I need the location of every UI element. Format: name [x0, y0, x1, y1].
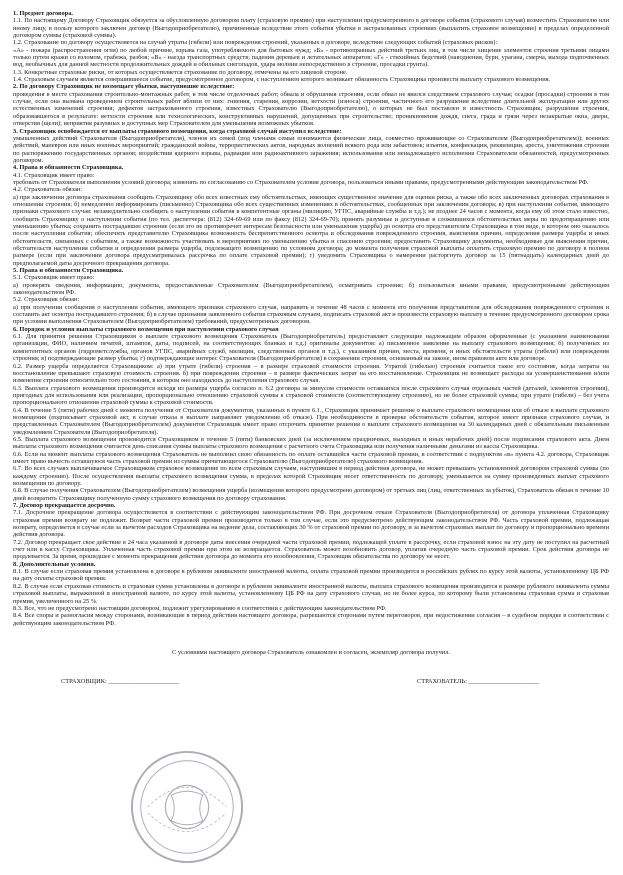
paragraph: 8.3. Все, что не предусмотрено настоящим договором, подлежит урегулированию в соответствии с действующим законодательством РФ. — [13, 604, 387, 612]
paragraph: 6.6. Если на момент выплаты страхового возмещения Страхователь не выполнил свою обязанность по оплате оставшейся части страховой премии, в соответствии с подпунктом «в» пункта 4.2. договора, Страховщик имеет право вычесть оставшуюся часть страховой премии из суммы причитающегося Страхователю (Выгодоприобретателю) страхового возмещения. — [13, 450, 609, 465]
paragraph: а) проверять сведения, информацию, документы, предоставленные Страхователем (Выгодоприобретателем), осматривать строение; б) пользоваться иными правами, предусмотренными действующим законодательством РФ. — [13, 281, 609, 297]
signature-block — [13, 670, 609, 700]
paragraph: требовать от Страхователя выполнения условий договора; изменять по согласованию со Страхователем условия договора, пользоваться иными правами, предусмотренными действующим законодательством РФ. — [13, 178, 589, 186]
section-heading: 7. Договор прекращается досрочно. — [13, 502, 116, 510]
paragraph: 7.2. Договор прекращает свое действие в 24 часа указанной в договоре даты внесения очередной части страховой премии, подлежащей уплате в рассрочку, если страховой взнос на эту дату не поступил на расчетный счет или в кассу Страховщика. Уплаченная часть страховой премии при этом не возвращается. Страхователь может возобновить договор, уплатив очередную часть страховой премии. Срок действия договора не продлевается. За время, прошедшее с момента прекращения действия договора до момента его возобновления, Страховщик обязательства по договору не несет. — [13, 538, 609, 561]
policyholder-signature-label: СТРАХОВАТЕЛЬ: ______________________ — [417, 678, 539, 686]
section-heading: 5. Права и обязанности Страховщика. — [13, 267, 124, 275]
section-heading: 1. Предмет договора. — [13, 10, 73, 17]
paragraph: 8.1. В случае если страховая премия установлена в договоре в рублевом эквиваленте иностранной валюты, оплата страховой премии производится в российских рублях по курсу этой валюты, установленному ЦБ РФ на дату оплаты страховой премии. — [13, 568, 609, 583]
paragraph: 6.4. В течение 5 (пяти) рабочих дней с момента получения от Страхователя документов, указанных в пункте 6.1., Страховщик принимает решение о выплате страхового возмещения или об отказе в выплате страхового возмещения (подписывает страховой акт, в случае отказа в выплате направляет уведомление об отказе). При необходимости в проверке обстоятельств события, которое имеет признаки страхового случая, и представленных Страхователем (Выгодоприобретателем) документов Страховщик имеет право отсрочить принятие решения о выплате страхового возмещения на 30 календарных дней с обязательным письменным уведомлением Страхователя (Выгодоприобретателя). — [13, 406, 609, 436]
paragraph: 6.7. Во всех случаях выплачиваемое Страховщиком страховое возмещение по всем страховым случаям, наступившим в период действия договора, не может превышать установленной договором страховой суммы (по каждому строению). После осуществления выплаты страхового возмещения сумма, в пределах которой Страховщик несет ответственность по договору, уменьшается на сумму произведенных выплат страхового возмещения по договору. — [13, 465, 609, 487]
acknowledgement-text: С условиями настоящего договора Страхователь ознакомлен и согласен, экземпляр договора получил. — [171, 648, 450, 656]
paragraph: 6.8. В случае получения Страхователем (Выгодоприобретателем) возмещения ущерба (возмещения которого предусмотрено договором) от третьих лиц (лиц, ответственных за убыток), Страхователь обязан в течение 10 дней возвратить Страховщику полученную сумму страхового возмещения по договору страхования. — [13, 487, 609, 502]
paragraph: 8.2. В случае если страховая стоимость и страховая сумма установлены в договоре в рублевом эквиваленте иностранной валюты, выплата страхового возмещения производится в размере рублевого эквивалента суммы страховой выплаты, выраженной в иностранной валюте, по курсу этой валюты, установленному ЦБ РФ на дату страхового случая, но не более курса, по которому были установлены страховая сумма и страховая премия, увеличенного на 25 %. — [13, 582, 609, 605]
company-seal — [128, 748, 246, 866]
paragraph: «А» - пожара (распространения огня) по любой причине, взрыва газа, употребляемого для бытовых нужд; «Б» - противоправных действий третьих лиц, в том числе хищение элементов строения третьими лицами только путем кражи со взломом, грабежа, разбоя; «В» - наезда транспортных средств; падения деревьев и летательных аппаратов; «Г» - стихийных бедствий (наводнения, бури, урагана, смерча, выхода подпочвенных вод, необычных для данной местности продолжительных дождей и обильных снегопадов, удара молнии непосредственно в строение, просадки грунта). — [13, 46, 609, 69]
paragraph: 1.2. Страхование по договору осуществляется на случай утраты (гибели) или повреждения строений, указанных в договоре, вследствие следующих событий (страховых рисков): — [13, 39, 498, 47]
paragraph: 7.1. Досрочное прекращение договора осуществляется в соответствии с действующим законодательством РФ. При досрочном отказе Страхователя (Выгодоприобретателя) от договора уплаченная Страховщику страховая премия возврату не подлежит. Возврат части страховой премии производится только в том случае, если это предусмотрено действующим законодательством РФ. Часть страховой премии, подлежащая возврату, определяется в случае если за вычетом расходов Страховщика на ведение дела, составляющих 30 % от страховой премии по договору, и за вычетом страховых выплат по договору и пропорционально времени действия договора. — [13, 509, 609, 539]
paragraph: 6.3. Выплата страхового возмещения производится исходя из размера ущерба согласно п. 6.2 договора за минусом стоимости оставшихся после страхового случая отдельных частей (деталей, элементов строения), пригодных для использования или реализации, пропорционально отношению страховой суммы к страховой стоимости (соответствующему строению), но не более страховой суммы; при утрате (гибели) – без учета пропорционального отношения страховой суммы к страховой стоимости. — [13, 384, 609, 407]
paragraph: а) при заключении договора страхования сообщить Страховщику обо всех известных ему обстоятельствах, имеющих существенное значение для оценки риска, а также обо всех заключенных договорах страхования в отношении строения; б) немедленно информировать (письменно) Страховщика обо всех существенных изменениях в обстоятельствах, сообщенных при заключении договора; в) при наступлении события, имеющего признаки страхового случая: незамедлительно сообщить о наступлении события в компетентные органы (милицию, УГПС, аварийные службы и т.д.); не позднее 24 часов с момента, когда ему об этом стало известно, сообщить Страховщику о наступлении события (по тел. диспетчера: (812) 324-69-69 или по факсу (812) 324-69-70); принять разумные и доступные в сложившихся обстоятельствах меры по предотвращению или уменьшению убытка; сохранить пострадавшее строение (если это не противоречит интересам безопасности или уменьшения ущерба) до осмотра его представителем Страховщика в том виде, в котором оно оказалось после наступления события; обеспечить представителю Страховщика возможность беспрепятственного осмотра и обследования поврежденного строения, выяснения причин, определения размера ущерба и иных обстоятельств, связанных с событием, а также возможность участвовать в мероприятиях по уменьшению убытка и спасению строения; предоставить Страховщику документы, необходимые для выяснения причин, обстоятельств наступления события и определения размера ущерба, подлежащего возмещению по условиям договора; до момента получения страховой выплаты оплатить страховую премию по договору в полном размере (если при заключении договора предусматривалась рассрочка по оплате страховой премии); г) уведомить Страховщика о намерении расторгнуть договор за 15 (пятнадцать) календарных дней до предполагаемой даты досрочного прекращения договора. — [13, 193, 609, 267]
section-heading: 8. Дополнительные условия. — [13, 560, 96, 568]
section-heading: 6. Порядок и условия выплаты страхового возмещения при наступлении страхового случая — [13, 325, 279, 333]
paragraph: 6.1. Для принятия решения Страховщиком о выплате страхового возмещения Страхователь (Выгодоприобретатель) предоставляет следующие надлежащим образом оформленные (с указанием наименования организации, ФИО, наличием печатей, штампов, даты, подписей, на соответствующих бланках и т.д.) оригиналы документов: а) письменное заявление на выплату страхового возмещения; б) полученных из компетентных органов (гидрометслужбы, органов УГПС, аварийных служб, милиции, следственных органов и т.д.), с указанием причин, места, времени, и иных обстоятельств утраты (гибели) или повреждения строения; в) подтверждающие размер убытка; г) подтверждающие интерес Страхователя (Выгодоприобретателя) в сохранении строения, основанный на законе, ином правовом акте или договоре. — [13, 333, 609, 363]
paragraph: а) при получении сообщения о наступлении события, имеющего признаки страхового случая, направить в течение 48 часов с момента его получения представителя для обследования поврежденного строения и составить акт осмотра пострадавшего строения; б) в случае признания заявленного события страховым случаем, подписать страховой акт и произвести страховую выплату в течение предусмотренного договором срока при условии выполнения Страхователем (Выгодоприобретателем) требований, предусмотренных договором. — [13, 303, 609, 326]
paragraph: 5.1. Страховщик имеет право: — [13, 274, 95, 282]
paragraph: проведения в месте страхования строительно-монтажных работ, в том числе отделочных работ; обвала и обрушения строения, если обвал не явился следствием страхового случая; осадки (просадки) строения в том случае, если она вызвана проведением строительных работ вблизи от них: гниения, старения, коррозии, ветхости (износа) строения, частичного его разрушения вследствие длительной эксплуатации или других естественных изменений строения; дефектов застрахованного строения, известных Страхователю (Выгодоприобретателю), о которых не был поставлен в известность Страховщик; разрушения строения, образовавшегося в результате: ветхости строения или технологических, конструктивных нарушений, допущенных при строительстве; проникновения дождя, снега, града и грязи через незакрытые окна, двери, отверстия (щели); неприятия разумных и доступных мер Страхователем для уменьшения возможных убытков. — [13, 90, 609, 128]
section-heading: 3. Страховщик освобождается от выплаты страхового возмещения, когда страховой случай наступил вследствие: — [13, 127, 342, 135]
paragraph: умышленных действий Страхователя (Выгодоприобретателя), членов их семей (под членами семьи понимаются физические лица, совместно проживающие со Страхователем (Выгодоприобретателем)); военных действий, маневров или иных военных мероприятий; гражданской войны, террористических актов, народных волнений всякого рода или забастовок; изъятия, конфискации, реквизиции, ареста, уничтожения строения по распоряжению государственных органов; воздействия ядерного взрыва, радиации или радиоактивного заражения; использования или ненадлежащего исполнения Страхователем обязанностей, предусмотренных договором. — [13, 134, 609, 164]
paragraph: 1.3. Конкретные страховые риски, от которых осуществляется страхование по договору, отмечены на его лицевой стороне. — [13, 68, 348, 76]
paragraph: 4.2. Страхователь обязан: — [13, 186, 83, 194]
section-heading: 4. Права и обязанности Страховщика. — [13, 164, 124, 172]
paragraph: 1.4. Страховым случаем является совершившееся событие, предусмотренное договором, с наступлением которого возникает обязанность Страховщика произвести выплату страхового возмещения. — [13, 76, 551, 84]
paragraph: 1.1. По настоящему Договору Страховщик обязуется за обусловленную договором плату (страховую премию) при наступлении предусмотренного в договоре события (страхового случая) возместить Страхователю или иному лицу, в пользу которого заключен договор (Выгодоприобретателю), причиненные вследствие этого события убытки в застрахованных строениях (выплатить страховое возмещение) в пределах определенной договором суммы (страховой суммы). — [13, 17, 609, 40]
paragraph: 6.5. Выплата страхового возмещения производится Страховщиком в течение 5 (пяти) банковских дней (за исключением праздничных, выходных и иных нерабочих дней) после подписания страхового акта. Днем выплаты страхового возмещения считается день списания суммы выплаты страхового возмещения с расчетного счета Страховщика или получения наличными деньгами из кассы Страховщика. — [13, 435, 609, 451]
contract-body — [13, 10, 609, 627]
paragraph: 5.2. Страховщик обязан: — [13, 296, 80, 304]
paragraph: 6.2. Размер ущерба определяется Страховщиком: а) при утрате (гибели) строения – в размере страховой стоимости строения. Утратой (гибелью) строения считается такое его состояние, когда затраты на восстановление превышают страховую стоимость строения. б) при повреждении строения – в размере фактических затрат на его восстановление. Страховщик не возмещает расходы на усовершенствование и/или изменение строения относительно того состояния, в котором оно находилось до наступления страхового случая. — [13, 362, 609, 385]
paragraph: 8.4. Все споры и разногласия между сторонами, возникающие в период действия настоящего договора, разрешаются сторонами путем переговоров, при недостижении согласия – в судебном порядке в соответствии с действующим законодательством РФ. — [13, 612, 609, 627]
section-heading: 2. По договору Страховщик не возмещает убытки, наступившие вследствие: — [13, 83, 235, 91]
insurer-signature-label: СТРАХОВЩИК: ______________________ — [61, 678, 179, 686]
paragraph: 4.1. Страховщик имеет право: — [13, 171, 95, 179]
